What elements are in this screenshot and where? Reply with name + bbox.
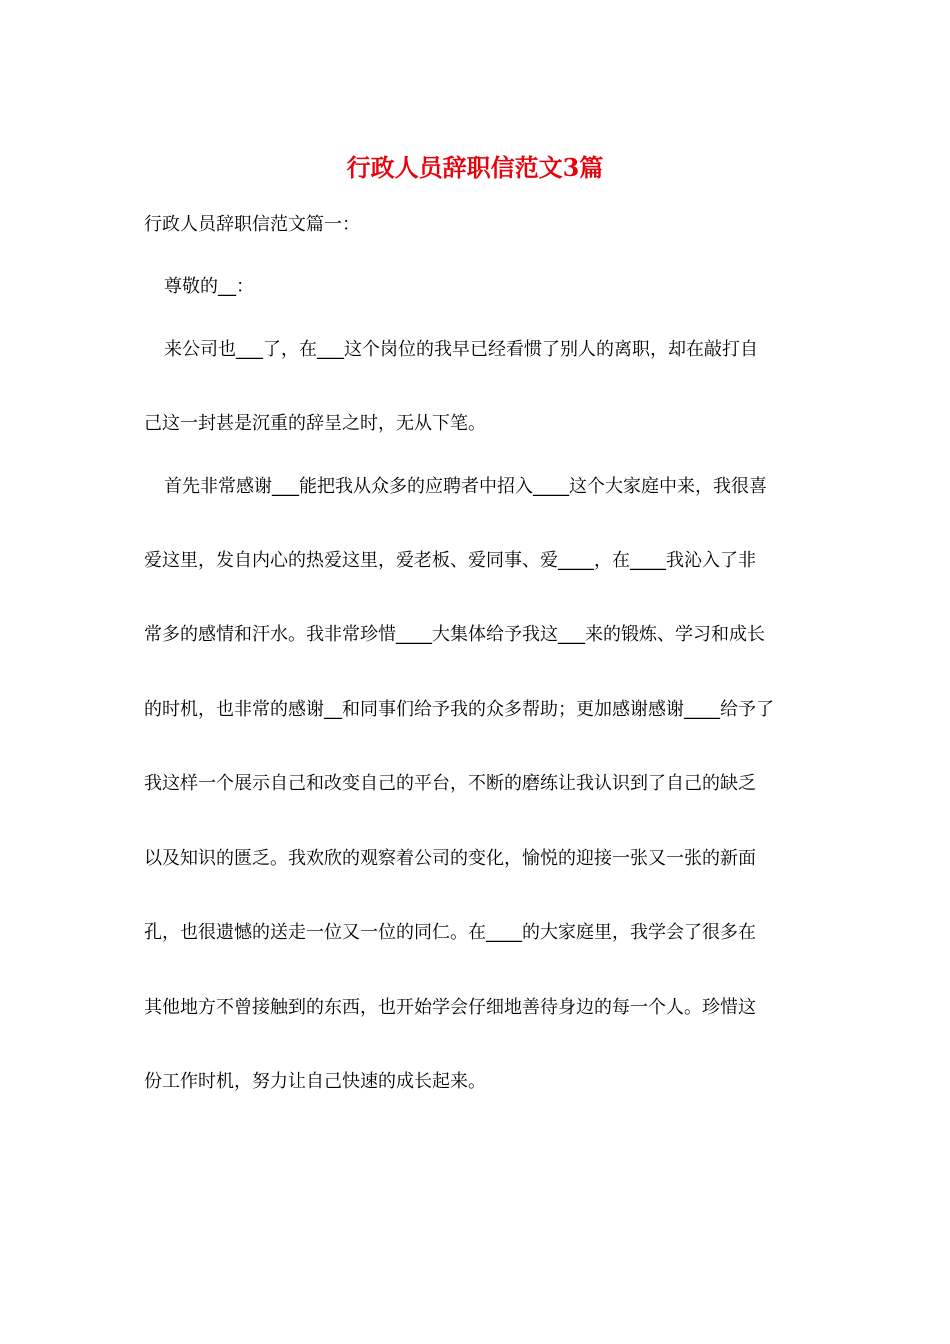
- section-heading: 行政人员辞职信范文篇一：: [144, 214, 360, 235]
- paragraph-2-line: 其他地方不曾接触到的东西，也开始学会仔细地善待身边的每一个人。珍惜这: [144, 997, 756, 1018]
- paragraph-2-line: 份工作时机，努力让自己快速的成长起来。: [144, 1071, 486, 1092]
- paragraph-2-line: 爱这里，发自内心的热爱这里，爱老板、爱同事、爱____，在____我沁入了非: [144, 550, 756, 571]
- document-title: 行政人员辞职信范文3篇: [346, 153, 604, 182]
- paragraph-2-line: 常多的感情和汗水。我非常珍惜____大集体给予我这___来的锻炼、学习和成长: [144, 624, 765, 645]
- paragraph-1-line: 来公司也___了，在___这个岗位的我早已经看惯了别人的离职，却在敲打自: [164, 339, 758, 360]
- paragraph-2-line: 的时机，也非常的感谢__和同事们给予我的众多帮助；更加感谢感谢____给予了: [144, 699, 774, 720]
- salutation: 尊敬的__：: [164, 276, 254, 297]
- paragraph-2-line: 首先非常感谢___能把我从众多的应聘者中招入____这个大家庭中来，我很喜: [164, 476, 767, 497]
- paragraph-1-line: 己这一封甚是沉重的辞呈之时，无从下笔。: [144, 413, 486, 434]
- paragraph-2-line: 孔，也很遗憾的送走一位又一位的同仁。在____的大家庭里，我学会了很多在: [144, 922, 756, 943]
- paragraph-2-line: 我这样一个展示自己和改变自己的平台，不断的磨练让我认识到了自己的缺乏: [144, 773, 756, 794]
- paragraph-2-line: 以及知识的匮乏。我欢欣的观察着公司的变化，愉悦的迎接一张又一张的新面: [144, 848, 756, 869]
